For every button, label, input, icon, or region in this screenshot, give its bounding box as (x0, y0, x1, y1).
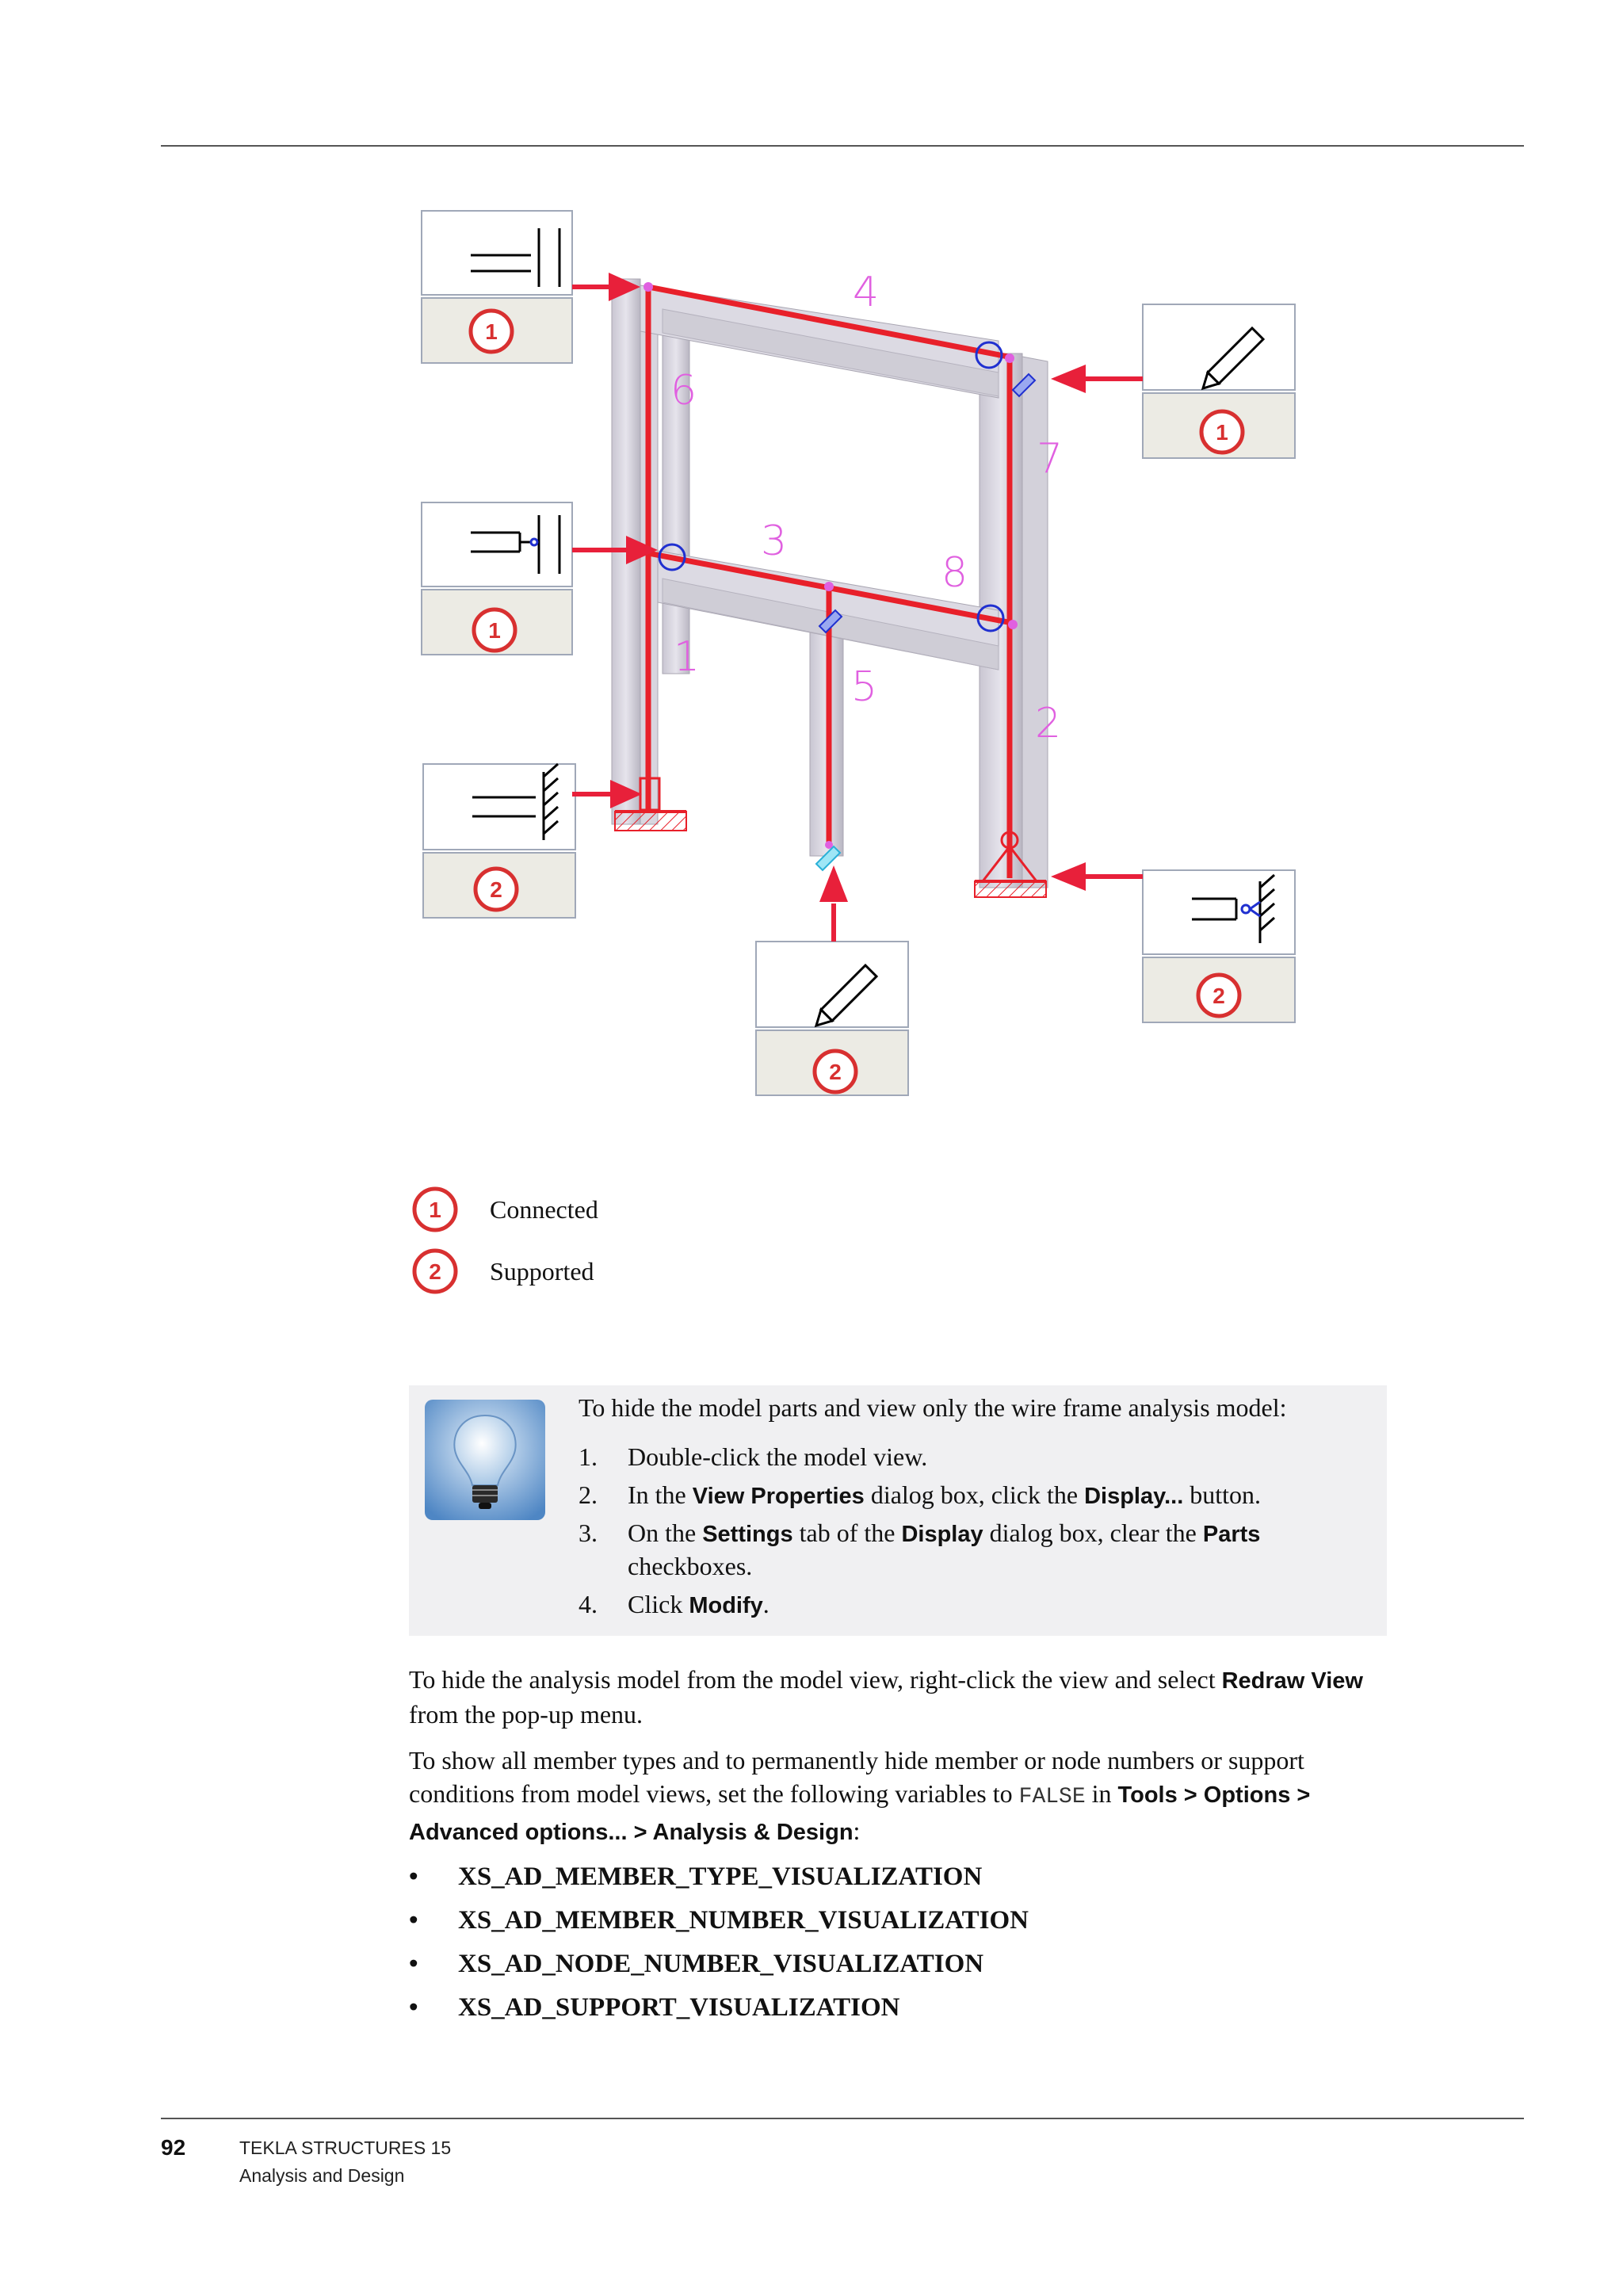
step-text: On the (628, 1519, 703, 1547)
svg-text:2: 2 (429, 1259, 441, 1284)
step-number: 1. (579, 1442, 598, 1471)
member-number-label: 4 (853, 269, 880, 316)
callout-badge (1198, 975, 1239, 1016)
step-text: dialog box, clear the (983, 1519, 1203, 1547)
step-number: 3. (579, 1519, 598, 1547)
member-number-label: 2 (1035, 700, 1062, 747)
paragraph-show-member-types: To show all member types and to permanently hide member or node numbers or support conditions from model views, set the following variables to FALSE in Tools > Options > Advanced options... > Analysis & Design: (409, 1746, 1311, 1845)
svg-text:2: 2 (490, 877, 502, 902)
callout-badge (475, 869, 517, 910)
ui-term-display-button: Display... (1084, 1484, 1184, 1509)
member-number-label: 8 (941, 549, 968, 597)
bullet-item: • XS_AD_SUPPORT_VISUALIZATION (409, 1993, 900, 2022)
ui-term-modify: Modify (689, 1593, 763, 1618)
callout-badge-icon (411, 1247, 460, 1296)
tip-step (579, 1442, 927, 1472)
tip-step-continuation: checkboxes. (628, 1552, 753, 1580)
ui-term-redraw-view: Redraw View (1221, 1668, 1363, 1694)
svg-text:1: 1 (488, 618, 501, 643)
svg-text:1: 1 (1216, 420, 1228, 445)
paragraph-hide-analysis: To hide the analysis model from the model view, right-click the view and select Redraw View from the pop-up menu. (409, 1665, 1363, 1729)
step-text: button. (1183, 1480, 1262, 1509)
legend-label: Supported (490, 1256, 594, 1286)
tip-step (579, 1480, 1261, 1510)
step-text: In the (628, 1480, 693, 1509)
step-number: 4. (579, 1590, 598, 1618)
step-number: 2. (579, 1480, 598, 1509)
footer-chapter: Analysis and Design (239, 2165, 405, 2186)
callout-badge (474, 609, 515, 651)
footer-rule (161, 2118, 1524, 2119)
svg-text:1: 1 (429, 1198, 441, 1222)
tip-step (579, 1590, 769, 1619)
step-text: tab of the (792, 1519, 902, 1547)
bullet-item: • XS_AD_NODE_NUMBER_VISUALIZATION (409, 1950, 984, 1978)
menu-path-advanced-options: Advanced options... > Analysis & Design (409, 1820, 854, 1845)
step-text: . (762, 1590, 769, 1618)
ui-term-settings: Settings (702, 1522, 793, 1547)
lightbulb-icon (425, 1400, 545, 1520)
analysis-model-figure (0, 0, 1623, 1125)
code-false: FALSE (1018, 1785, 1086, 1809)
menu-path-tools-options: Tools > Options > (1117, 1782, 1311, 1808)
tip-box (409, 1385, 1387, 1636)
callout-badge (471, 311, 512, 352)
callout-badge (1201, 411, 1243, 453)
bullet-item: • XS_AD_MEMBER_NUMBER_VISUALIZATION (409, 1906, 1029, 1935)
legend-item-supported (411, 1246, 594, 1297)
member-number-label: 1 (674, 633, 701, 681)
member-number-label: 3 (761, 518, 788, 565)
member-number-label: 7 (1037, 435, 1064, 483)
ui-term-view-properties: View Properties (692, 1484, 865, 1509)
svg-text:2: 2 (1212, 984, 1225, 1008)
svg-text:2: 2 (829, 1060, 842, 1084)
ui-term-display: Display (901, 1522, 983, 1547)
tip-intro: To hide the model parts and view only the wire frame analysis model: (579, 1393, 1287, 1422)
callout-badge (815, 1051, 856, 1092)
tip-step (579, 1519, 1260, 1548)
footer-product: TEKLA STRUCTURES 15 (239, 2137, 452, 2158)
legend-label: Connected (490, 1194, 598, 1224)
legend-item-connected (411, 1184, 598, 1235)
callout-badge-icon (411, 1185, 460, 1234)
page-number: 92 (161, 2135, 186, 2160)
member-number-label: 5 (851, 663, 878, 711)
step-text: dialog box, click the (864, 1480, 1085, 1509)
bullet-item: • XS_AD_MEMBER_TYPE_VISUALIZATION (409, 1862, 983, 1891)
member-number-label: 6 (670, 367, 697, 415)
step-text: Click (628, 1590, 689, 1618)
ui-term-parts: Parts (1202, 1522, 1261, 1547)
svg-text:1: 1 (485, 319, 498, 344)
step-text: Double-click the model view. (628, 1442, 928, 1471)
